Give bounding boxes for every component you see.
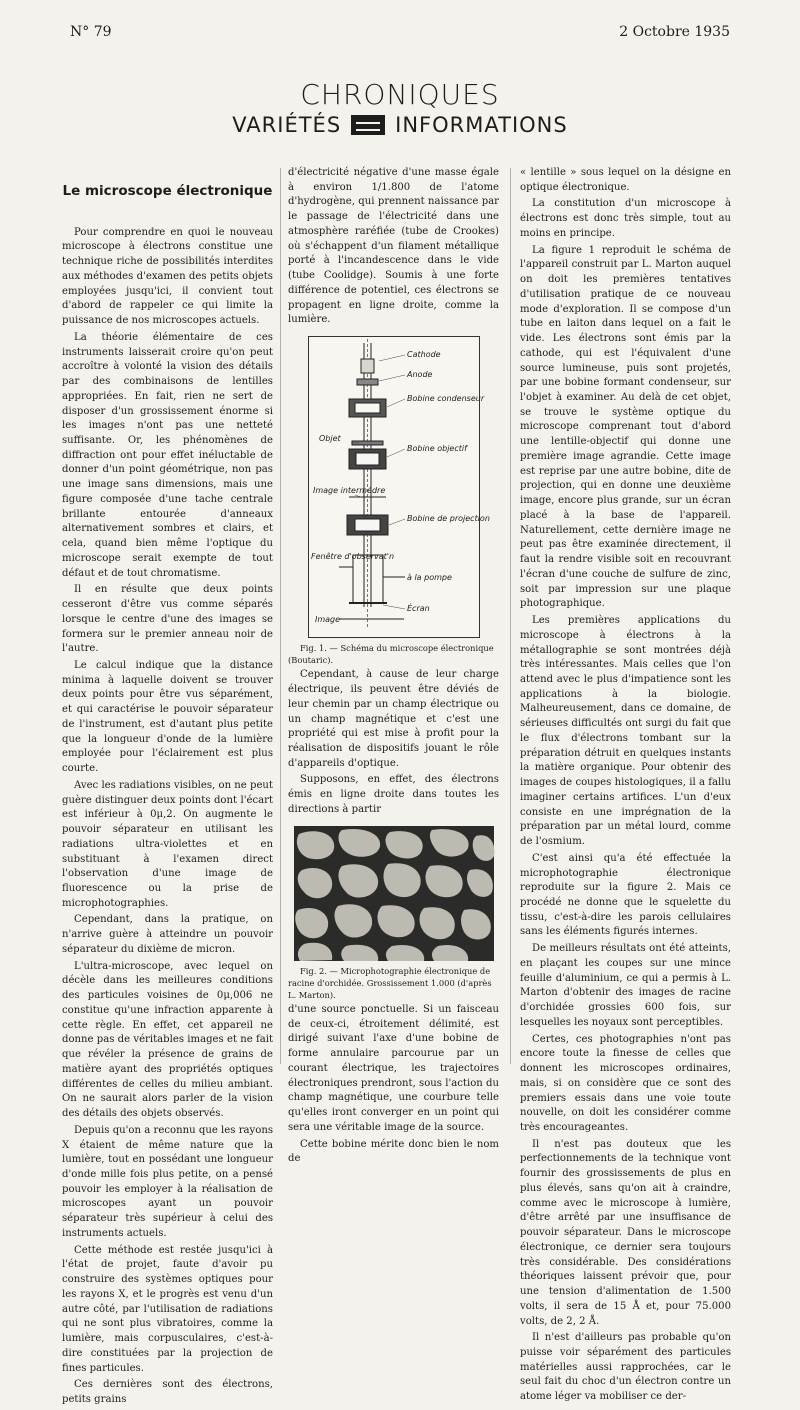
article-column-2 xyxy=(288,166,499,1169)
paragraph: Cependant, dans la pratique, on n'arrive guère à atteindre un pouvoir séparateur du dixième de micron. xyxy=(62,914,273,955)
paragraph: « lentille » sous lequel on la désigne en optique électronique. xyxy=(520,167,731,193)
label-window: Fenêtre d'observat'n xyxy=(310,552,394,562)
paragraph: Cette bobine mérite donc bien le nom de xyxy=(288,1138,499,1165)
section-title: CHRONIQUES xyxy=(300,78,500,111)
figure-1-caption: Fig. 1. — Schéma du microscope électronique (Boutaric). xyxy=(288,643,494,666)
paragraph: Les premières applications du microscope à électrons à la métallographie se sont montrées déjà très intéressantes. Mais celles que l'on attend avec le plus d'impatience sont les applications à la biologie. Malheureusement, dans ce domaine, de sérieuses difficultés ont surgi du fait que le flux d'électrons tombant sur la préparation détruit en quelques instants la matière organique. Pour obtenir des images de coupes histologiques, il a fallu imaginer certains artifices. L'un d'eux consiste en une imprégnation de la préparation par un métal lourd, comme de l'osmium. xyxy=(520,615,731,848)
figure-2-photo xyxy=(294,826,494,961)
microscope-schematic xyxy=(309,337,490,637)
figure-1-diagram xyxy=(308,336,490,638)
micrograph-image xyxy=(294,826,494,961)
paragraph: Il n'est pas douteux que les perfectionnements de la technique vont fournir des grossissements de plus en plus élevés, sans qu'on ait à craindre, comme avec le microscope à lumière, d'être arrêté par une insuffisance de pouvoir séparateur. Dans le microscope électronique, ce dernier sera toujours très considérable. Des considérations théoriques laissent prévoir que, pour une tension d'alimentation de 1.500 volts, il sera de 15 Å et, pour 75.000 volts, de 2, 2 Å. xyxy=(520,1138,731,1327)
label-condenser: Bobine condenseur xyxy=(406,394,484,404)
section-subtitle xyxy=(0,113,800,137)
paragraph: De meilleurs résultats ont été atteints, en plaçant les coupes sur une mince feuille d'aluminium, ce qui a permis à L. Marton d'obtenir des images de racine d'orchidée grossies 600 fois, sur lesquelles les noyaux sont perceptibles. xyxy=(520,943,731,1028)
paragraph: Pour comprendre en quoi le nouveau microscope à électrons constitue une technique riche de possibilités interdites aux méthodes d'examen des petits objets employées jusqu'ici, il convient tout d'abord de rappeler ce qui limite la puissance de nos microscopes actuels. xyxy=(62,226,273,327)
label-object: Objet xyxy=(318,434,341,444)
column-divider xyxy=(510,168,511,1064)
paragraph: La figure 1 reproduit le schéma de l'appareil construit par L. Marton auquel on doit les premières tentatives d'utilisation pratique de ce nouveau mode d'exploration. Il se compose d'un tube en laiton dans lequel on a fait le vide. Les électrons sont émis par la cathode, qui est l'équivalent d'une source lumineuse, puis sont projetés, par une bobine formant condenseur, sur l'objet à examiner. Au delà de cet objet, se trouve le système optique du microscope comprenant tout d'abord une lentille-objectif qui donne une première image agrandie. Cette image est reprise par une autre bobine, dite de projection, qui en donne une deuxième image, encore plus grande, sur un écran placé à la base de l'appareil. Naturellement, cette dernière image ne peut pas être examinée directement, il faut la rendre visible soit en recouvrant l'écran d'une couche de sulfure de zinc, soit par impression sur une plaque photographique. xyxy=(520,244,731,610)
article-title: Le microscope électronique xyxy=(62,183,273,199)
paragraph: d'électricité négative d'une masse égale à environ 1/1.800 de l'atome d'hydrogène, qui prennent naissance par le passage de l'électricité dans une atmosphère raréfiée (tube de Crookes) où s'échappent d'un filament métallique porté à l'incandescence dans le vide (tube Coolidge). Soumis à une forte différence de potentiel, ces électrons se propagent en ligne droite, comme la lumière. xyxy=(288,167,499,326)
paragraph: Supposons, en effet, des électrons émis en ligne droite dans toutes les directions à partir xyxy=(288,774,499,815)
paragraph: La constitution d'un microscope à électrons est donc très simple, tout au moins en principe. xyxy=(520,198,731,239)
paragraph: C'est ainsi qu'a été effectuée la microphotographie électronique reproduite sur la figure 2. Mais ce procédé ne donne que le squelette du tissu, c'est-à-dire les parois cellulaires sans les éléments figurés internes. xyxy=(520,852,731,938)
subtitle-left: VARIÉTÉS xyxy=(232,113,342,137)
label-image: Image xyxy=(314,615,340,625)
figure-2-caption: Fig. 2. — Microphotographie électronique de racine d'orchidée. Grossissement 1.000 (d'après L. Marton). xyxy=(288,965,492,1000)
paragraph: Cependant, à cause de leur charge électrique, ils peuvent être déviés de leur chemin par un champ électrique ou un champ magnétique et c'est une propriété qui est mise à profit pour la réalisation de dispositifs jouant le rôle d'appareils d'optique. xyxy=(288,669,499,769)
paragraph: Ces dernières sont des électrons, petits grains xyxy=(62,1379,273,1405)
masthead xyxy=(0,78,800,137)
label-intermediate-image: Image intermédre xyxy=(312,486,385,496)
ornament-icon xyxy=(351,115,385,135)
paragraph: d'une source ponctuelle. Si un faisceau de ceux-ci, étroitement délimité, est dirigé suivant l'axe d'une bobine de forme annulaire parcourue par un courant électrique, les trajectoires électroniques prendront, sous l'action du champ magnétique, une courbure telle qu'elles iront converger en un point qui sera une véritable image de la source. xyxy=(288,1003,499,1133)
label-cathode: Cathode xyxy=(406,350,441,360)
label-projection: Bobine de projection xyxy=(406,514,490,524)
paragraph: Certes, ces photographies n'ont pas encore toute la finesse de celles que donnent les microscopes ordinaires, mais, si on considère que ce sont des premiers essais dans une voie toute nouvelle, on doit les considérer comme très encourageantes. xyxy=(520,1033,731,1133)
label-objective: Bobine objectif xyxy=(406,444,467,454)
label-pump: à la pompe xyxy=(406,573,452,583)
subtitle-right: INFORMATIONS xyxy=(395,113,568,137)
issue-number: N° 79 xyxy=(70,24,112,40)
page-header xyxy=(70,24,730,44)
paragraph: Cette méthode est restée jusqu'ici à l'état de projet, faute d'avoir pu construire des systèmes optiques pour les rayons X, et le progrès est venu d'un autre côté, par l'utilisation de radiations qui ne sont plus vibratoires, comme la lumière, mais corpusculaires, c'est-à-dire constituées par la projection de fines particules. xyxy=(62,1244,273,1374)
paragraph: L'ultra-microscope, avec lequel on décèle dans les meilleures conditions des particules voisines de 0μ,006 ne constitue qu'une infraction apparente à cette règle. En effet, cet appareil ne donne pas de véritables images et ne fait que révéler la présence de grains de matière ayant des propriétés optiques différentes de celles du milieu ambiant. On ne saurait alors parler de la vision des détails des objets observés. xyxy=(62,960,273,1120)
paragraph: Il en résulte que deux points cesseront d'être vus comme séparés lorsque le centre d'une des images se formera sur le premier anneau noir de l'autre. xyxy=(62,584,273,655)
paragraph: La théorie élémentaire de ces instruments laisserait croire qu'on peut accroître à volonté la vision des détails par des combinaisons de lentilles appropriées. En fait, rien ne sert de disposer d'un grossissement énorme si les images n'ont pas une netteté suffisante. Or, les phénomènes de diffraction ont pour effet inéluctable de donner d'un point géométrique, non pas une image sans dimensions, mais une figure composée d'une tache centrale brillante entourée d'anneaux alternativement sombres et clairs, et cela, quand bien même l'optique du microscope serait exempte de tout défaut et de tout chromatisme. xyxy=(62,331,273,579)
issue-date: 2 Octobre 1935 xyxy=(619,24,730,40)
label-screen: Écran xyxy=(406,604,430,614)
article-column-1 xyxy=(62,168,273,1410)
column-divider xyxy=(280,168,281,1064)
article-column-3 xyxy=(520,166,731,1407)
paragraph: Depuis qu'on a reconnu que les rayons X étaient de même nature que la lumière, tout en possédant une longueur d'onde mille fois plus petite, on a pensé pouvoir les employer à la réalisation de microscopes ayant un pouvoir séparateur très supérieur à celui des instruments actuels. xyxy=(62,1124,273,1239)
paragraph: Il n'est d'ailleurs pas probable qu'on puisse voir séparément des particules matérielles aussi rapprochées, car le seul fait du choc d'un électron contre un atome léger va mobiliser ce der- xyxy=(520,1332,731,1403)
paragraph: Avec les radiations visibles, on ne peut guère distinguer deux points dont l'écart est inférieur à 0μ,2. On augmente le pouvoir séparateur en utilisant les radiations ultra-violettes et en substituant à l'examen direct l'observation d'une image de fluorescence ou la prise de microphotographies. xyxy=(62,779,273,909)
paragraph: Le calcul indique que la distance minima à laquelle doivent se trouver deux points pour être vus séparément, et qui caractérise le pouvoir séparateur de l'instrument, est d'autant plus petite que la longueur d'onde de la lumière employée pour l'éclairement est plus courte. xyxy=(62,660,273,775)
label-anode: Anode xyxy=(406,370,432,380)
